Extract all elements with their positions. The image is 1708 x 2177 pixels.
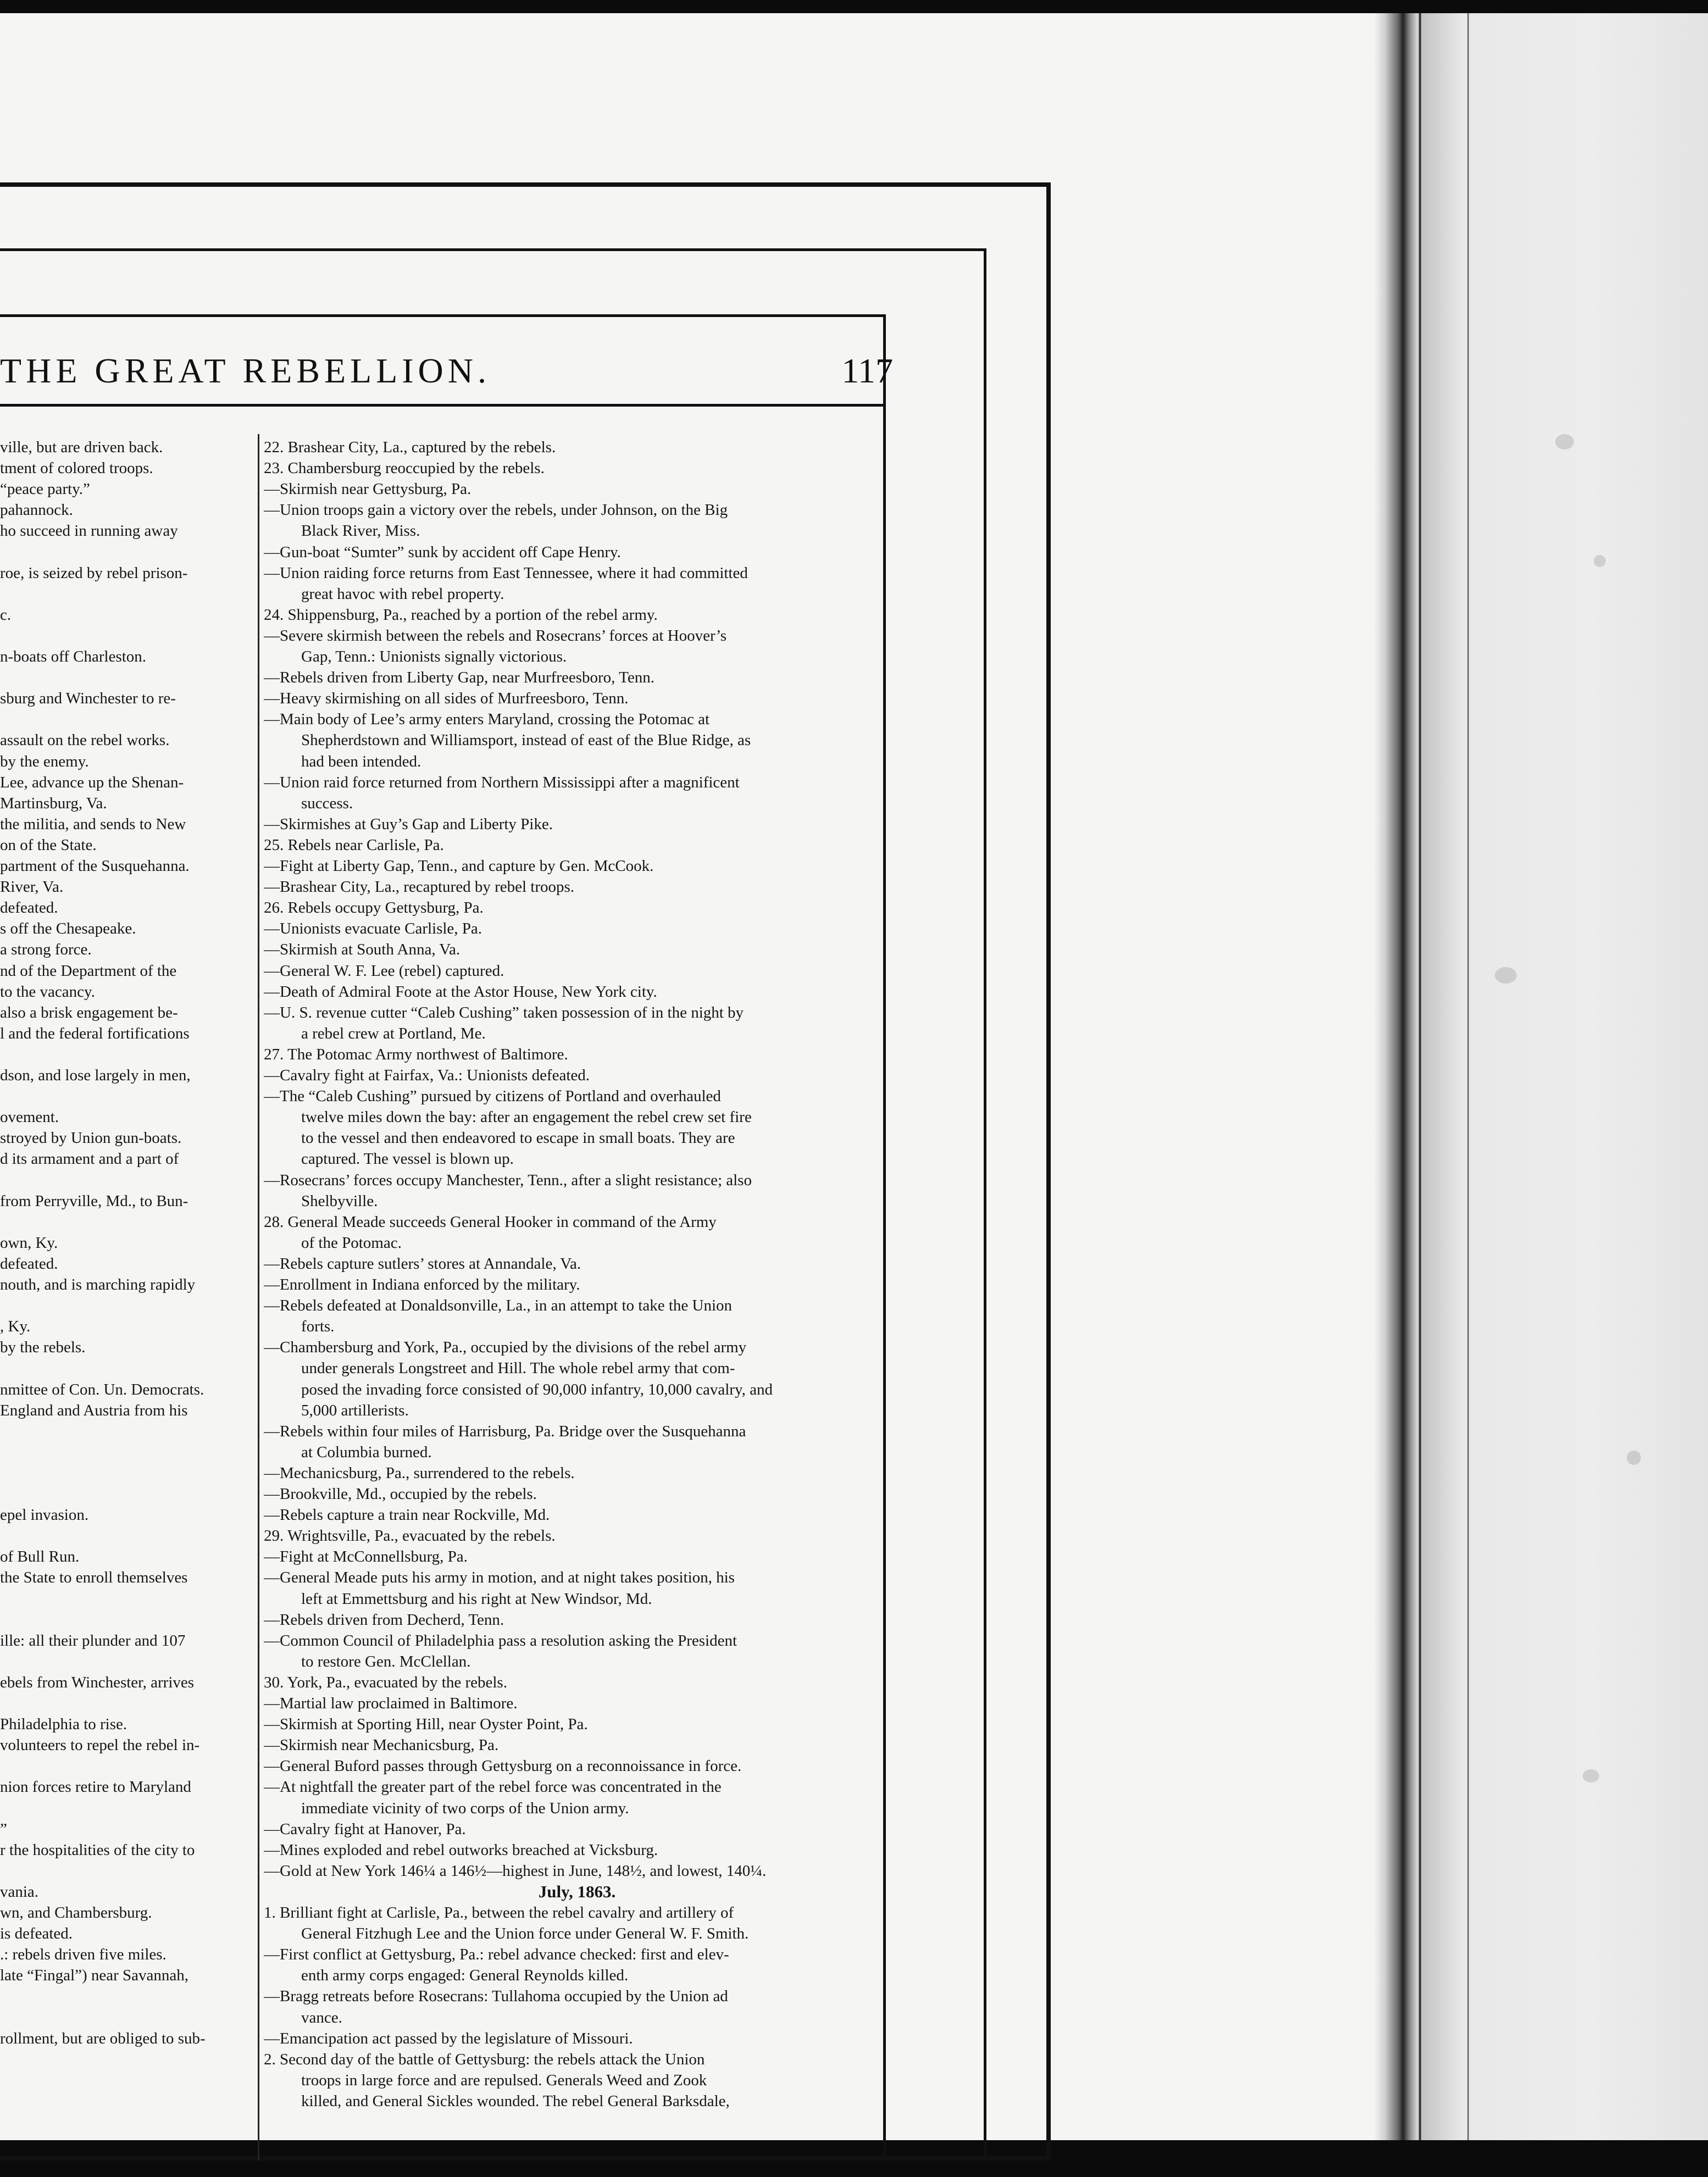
chronology-entry-line: to the vessel and then endeavored to escape in small boats. They are (301, 1129, 735, 1147)
gutter-shadow (1374, 13, 1385, 2140)
chronology-entry-line: enth army corps engaged: General Reynolds killed. (301, 1967, 629, 1984)
chronology-entry-line: —Gun-boat “Sumter” sunk by accident off Cape Henry. (264, 543, 621, 561)
left-column-line: r the hospitalities of the city to (0, 1841, 195, 1859)
chronology-entry-line: captured. The vessel is blown up. (301, 1150, 514, 1168)
chronology-entry-line: —Common Council of Philadelphia pass a resolution asking the President (264, 1632, 737, 1650)
chronology-entry-line: 30. York, Pa., evacuated by the rebels. (264, 1674, 507, 1691)
left-column-line: epel invasion. (0, 1506, 89, 1524)
left-column-line: nion forces retire to Maryland (0, 1778, 191, 1796)
left-column-line: wn, and Chambersburg. (0, 1904, 152, 1921)
chronology-entry-line: —At nightfall the greater part of the rebel force was concentrated in the (264, 1778, 722, 1796)
left-column-line (0, 1798, 256, 1819)
left-column-line: the State to enroll themselves (0, 1569, 188, 1586)
chronology-entry-line: to restore Gen. McClellan. (301, 1653, 471, 1670)
left-column-line (0, 1086, 256, 1107)
left-column-line: tment of colored troops. (0, 459, 153, 477)
chronology-entry-line: —Rebels capture sutlers’ stores at Annandale, Va. (264, 1255, 581, 1273)
chronology-entry-line: —Rebels driven from Liberty Gap, near Murfreesboro, Tenn. (264, 669, 655, 686)
paper-stain (1627, 1451, 1641, 1465)
chronology-entry-line: —Fight at Liberty Gap, Tenn., and capture by Gen. McCook. (264, 857, 654, 875)
chronology-entry-line: 2. Second day of the battle of Gettysburg: the rebels attack the Union (264, 2051, 705, 2068)
left-column-line: ovement. (0, 1108, 59, 1126)
chronology-entry-line: killed, and General Sickles wounded. The rebel General Barksdale, (301, 2092, 730, 2110)
chronology-entry-line: —General W. F. Lee (rebel) captured. (264, 962, 504, 980)
chronology-entry-line: General Fitzhugh Lee and the Union force under General W. F. Smith. (301, 1925, 749, 1942)
left-column-line (0, 1756, 256, 1776)
chronology-entry-line: at Columbia burned. (301, 1443, 432, 1461)
left-column-line: assault on the rebel works. (0, 731, 170, 749)
chronology-entry-line: —Emancipation act passed by the legislature of Missouri. (264, 2030, 633, 2047)
chronology-entry-line: —Skirmish near Mechanicsburg, Pa. (264, 1736, 499, 1754)
left-column-line (0, 1609, 256, 1630)
book-gutter (1385, 13, 1418, 2140)
left-column-line: from Perryville, Md., to Bun- (0, 1192, 188, 1210)
chronology-entry-line: —Death of Admiral Foote at the Astor House, New York city. (264, 983, 657, 1001)
chronology-entry-line: —Rebels capture a train near Rockville, Md. (264, 1506, 550, 1524)
page-number: 117 (841, 351, 893, 390)
left-column-line: defeated. (0, 1255, 58, 1273)
paper-stain (1555, 434, 1574, 449)
left-column-line: nd of the Department of the (0, 962, 177, 980)
chronology-entry-line: 26. Rebels occupy Gettysburg, Pa. (264, 899, 484, 917)
left-column-line: ville, but are driven back. (0, 438, 163, 456)
chronology-entry-line: —Union raid force returned from Northern Mississippi after a magnificent (264, 774, 740, 791)
paper-stain (1583, 1769, 1599, 1782)
chronology-entry-line: —Rebels within four miles of Harrisburg, Pa. Bridge over the Susquehanna (264, 1423, 746, 1440)
facing-leaf (1418, 13, 1708, 2140)
left-column-line: Philadelphia to rise. (0, 1715, 127, 1733)
chronology-entry-line: —Severe skirmish between the rebels and Rosecrans’ forces at Hoover’s (264, 627, 727, 645)
chronology-entry-line: Black River, Miss. (301, 522, 420, 540)
left-column-line: n-boats off Charleston. (0, 648, 147, 665)
left-column-line: nmittee of Con. Un. Democrats. (0, 1381, 204, 1398)
left-column-line (0, 1212, 256, 1232)
chronology-entry-line: left at Emmettsburg and his right at New Windsor, Md. (301, 1590, 652, 1608)
chronology-entry-line: troops in large force and are repulsed. Generals Weed and Zook (301, 2072, 707, 2089)
left-column-line (0, 1442, 256, 1463)
left-column-line: roe, is seized by rebel prison- (0, 564, 188, 582)
chronology-entry-line: —Gold at New York 146¼ a 146½—highest in June, 148½, and lowest, 140¼. (264, 1862, 767, 1880)
left-column-line (0, 1170, 256, 1191)
chronology-entry-line: posed the invading force consisted of 90,000 infantry, 10,000 cavalry, and (301, 1381, 773, 1398)
left-column-line: River, Va. (0, 878, 64, 896)
chronology-entry-line: —Rosecrans’ forces occupy Manchester, Tenn., after a slight resistance; also (264, 1171, 752, 1189)
left-column-line: ebels from Winchester, arrives (0, 1674, 195, 1691)
left-column-line: to the vacancy. (0, 983, 95, 1001)
chronology-entry-line: 1. Brilliant fight at Carlisle, Pa., between the rebel cavalry and artillery of (264, 1904, 734, 1921)
left-column-line: late “Fingal”) near Savannah, (0, 1967, 189, 1984)
left-column-line (0, 1986, 256, 2007)
left-column-line: , Ky. (0, 1318, 31, 1335)
left-column-line: Martinsburg, Va. (0, 795, 107, 812)
chronology-entry-line: —Heavy skirmishing on all sides of Murfreesboro, Tenn. (264, 690, 629, 707)
left-column-line: pahannock. (0, 501, 73, 519)
left-column-line (0, 1651, 256, 1672)
left-column-line: dson, and lose largely in men, (0, 1067, 191, 1084)
left-column-line (0, 667, 256, 688)
running-head: THE GREAT REBELLION. (0, 351, 491, 390)
left-column-line: Lee, advance up the Shenan- (0, 774, 184, 791)
chronology-entry-line: —Enrollment in Indiana enforced by the military. (264, 1276, 580, 1293)
chronology-entry-line: a rebel crew at Portland, Me. (301, 1025, 486, 1042)
chronology-entry-line: vance. (301, 2009, 342, 2026)
chronology-entry-line: —General Buford passes through Gettysburg on a reconnoissance in force. (264, 1757, 742, 1775)
chronology-entry-line: immediate vicinity of two corps of the Union army. (301, 1800, 629, 1817)
chronology-entry-line: —Martial law proclaimed in Baltimore. (264, 1695, 518, 1712)
paper-stain (1495, 967, 1517, 984)
left-column-line: the militia, and sends to New (0, 815, 186, 833)
chronology-entry-line: —Skirmish at South Anna, Va. (264, 941, 461, 958)
paper-stain (1594, 555, 1606, 567)
column-divider (258, 434, 259, 2161)
left-column-line: partment of the Susquehanna. (0, 857, 190, 875)
left-column-line (0, 584, 256, 604)
scan-top-border (0, 0, 1708, 13)
left-column-line: a strong force. (0, 941, 92, 958)
chronology-entry-line: 27. The Potomac Army northwest of Baltimore. (264, 1046, 568, 1063)
chronology-entry-line: success. (301, 795, 353, 812)
left-column-line: nouth, and is marching rapidly (0, 1276, 196, 1293)
left-column-line (0, 1484, 256, 1504)
chronology-entry-line: 23. Chambersburg reoccupied by the rebels. (264, 459, 545, 477)
chronology-entry-line: 29. Wrightsville, Pa., evacuated by the rebels. (264, 1527, 556, 1545)
chronology-entry-line: —General Meade puts his army in motion, and at night takes position, his (264, 1569, 735, 1586)
left-column-line: on of the State. (0, 836, 97, 854)
leaf-edge-line (1419, 13, 1421, 2140)
leaf-edge-line (1467, 13, 1469, 2140)
left-column-line: ille: all their plunder and 107 (0, 1632, 186, 1650)
chronology-entry-line: —Main body of Lee’s army enters Maryland, crossing the Potomac at (264, 710, 709, 728)
left-column-line: .: rebels driven five miles. (0, 1946, 167, 1963)
left-column-line: volunteers to repel the rebel in- (0, 1736, 200, 1754)
left-column-line: ho succeed in running away (0, 522, 178, 540)
left-column-line (0, 1044, 256, 1065)
chronology-entry-line: Gap, Tenn.: Unionists signally victorious. (301, 648, 567, 665)
left-column-line (0, 1525, 256, 1546)
left-column-line (0, 1693, 256, 1714)
chronology-entry-line: —Unionists evacuate Carlisle, Pa. (264, 920, 483, 937)
left-column-line: sburg and Winchester to re- (0, 690, 176, 707)
left-column-line (0, 2007, 256, 2028)
left-column-line: stroyed by Union gun-boats. (0, 1129, 182, 1147)
left-column-line: defeated. (0, 899, 58, 917)
left-column-line (0, 1463, 256, 1484)
chronology-entry-line: —Rebels defeated at Donaldsonville, La., in an attempt to take the Union (264, 1297, 733, 1314)
chronology-entry-line: —Mechanicsburg, Pa., surrendered to the rebels. (264, 1464, 575, 1482)
chronology-entry-line: —Skirmish near Gettysburg, Pa. (264, 480, 472, 498)
chronology-entry-line: 25. Rebels near Carlisle, Pa. (264, 836, 444, 854)
chronology-entry-line: 22. Brashear City, La., captured by the rebels. (264, 438, 556, 456)
chronology-entry-line: —Rebels driven from Decherd, Tenn. (264, 1611, 504, 1629)
chronology-entry-line: —Chambersburg and York, Pa., occupied by the divisions of the rebel army (264, 1339, 747, 1356)
chronology-entry-line: 28. General Meade succeeds General Hooker in command of the Army (264, 1213, 717, 1231)
left-column-line (0, 1358, 256, 1379)
header-rule (0, 404, 886, 407)
chronology-entry-line: of the Potomac. (301, 1234, 402, 1252)
chronology-entry-line: had been intended. (301, 753, 422, 770)
left-column-line: l and the federal fortifications (0, 1025, 190, 1042)
left-column-line: by the rebels. (0, 1339, 86, 1356)
chronology-entry-line: —U. S. revenue cutter “Caleb Cushing” taken possession of in the night by (264, 1004, 744, 1021)
chronology-entry-line: 24. Shippensburg, Pa., reached by a portion of the rebel army. (264, 606, 658, 624)
left-column-line: of Bull Run. (0, 1548, 80, 1565)
left-column-line: vania. (0, 1883, 39, 1901)
chronology-entry-line: July, 1863. (538, 1882, 616, 1901)
chronology-entry-line: —Brashear City, La., recaptured by rebel troops. (264, 878, 575, 896)
left-column-line: is defeated. (0, 1925, 73, 1942)
left-column-line (0, 625, 256, 646)
chronology-entry-line: Shelbyville. (301, 1192, 378, 1210)
left-column-line: also a brisk engagement be- (0, 1004, 178, 1021)
left-column-line (0, 1421, 256, 1442)
chronology-entry-line: —Union raiding force returns from East Tennessee, where it had committed (264, 564, 748, 582)
chronology-entry-line: forts. (301, 1318, 335, 1335)
chronology-entry-line: —Skirmish at Sporting Hill, near Oyster Point, Pa. (264, 1715, 588, 1733)
left-column-line: c. (0, 606, 12, 624)
chronology-entry-line: 5,000 artillerists. (301, 1402, 409, 1419)
chronology-entry-line: Shepherdstown and Williamsport, instead of east of the Blue Ridge, as (301, 731, 751, 749)
chronology-entry-line: —Bragg retreats before Rosecrans: Tullahoma occupied by the Union ad (264, 1987, 728, 2005)
left-column-line (0, 1589, 256, 1609)
left-column-line (0, 542, 256, 563)
chronology-entry-line: —First conflict at Gettysburg, Pa.: rebel advance checked: first and elev- (264, 1946, 729, 1963)
left-column-line (0, 1295, 256, 1316)
left-column-line: rollment, but are obliged to sub- (0, 2030, 206, 2047)
chronology-entry-line: twelve miles down the bay: after an engagement the rebel crew set fire (301, 1108, 752, 1126)
chronology-entry-line: —The “Caleb Cushing” pursued by citizens of Portland and overhauled (264, 1087, 721, 1105)
left-column-line: s off the Chesapeake. (0, 920, 136, 937)
left-column-line (0, 1861, 256, 1881)
chronology-entry-line: —Cavalry fight at Hanover, Pa. (264, 1820, 466, 1838)
chronology-entry-line: —Fight at McConnellsburg, Pa. (264, 1548, 468, 1565)
chronology-entry-line: great havoc with rebel property. (301, 585, 504, 603)
left-column-line: “peace party.” (0, 480, 90, 498)
chronology-entry-line: —Union troops gain a victory over the rebels, under Johnson, on the Big (264, 501, 728, 519)
chronology-entry-line: under generals Longstreet and Hill. The whole rebel army that com- (301, 1359, 735, 1377)
chronology-entry-line: —Skirmishes at Guy’s Gap and Liberty Pike. (264, 815, 553, 833)
left-column-line: ” (0, 1820, 7, 1838)
left-column-line: by the enemy. (0, 753, 89, 770)
chronology-entry-line: —Cavalry fight at Fairfax, Va.: Unionists defeated. (264, 1067, 590, 1084)
chronology-entry-line: —Brookville, Md., occupied by the rebels. (264, 1485, 537, 1503)
left-column-line: d its armament and a part of (0, 1150, 179, 1168)
left-column-line: England and Austria from his (0, 1402, 188, 1419)
left-column-line (0, 709, 256, 730)
left-column-line: own, Ky. (0, 1234, 58, 1252)
chronology-entry-line: —Mines exploded and rebel outworks breached at Vicksburg. (264, 1841, 658, 1859)
